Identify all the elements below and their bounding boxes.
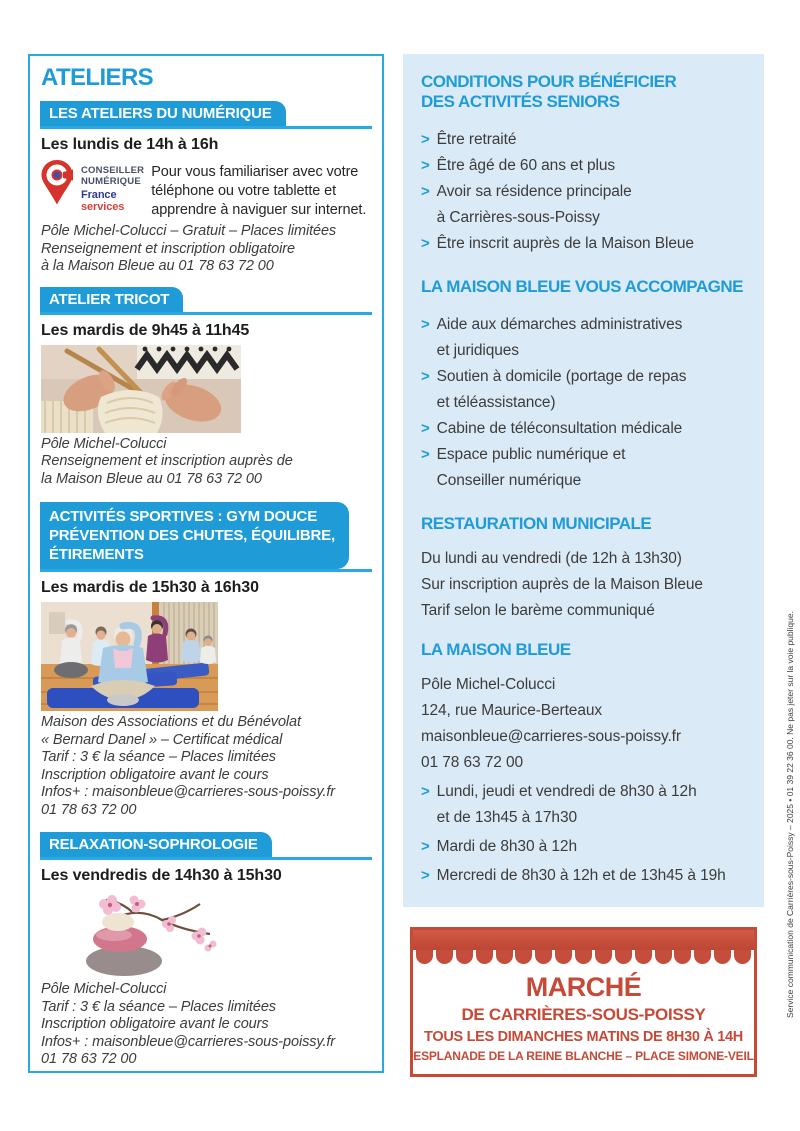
awning-scallops bbox=[413, 950, 754, 964]
market-subtitle: DE CARRIÈRES-SOUS-POISSY bbox=[461, 1005, 706, 1024]
list-item: > Cabine de téléconsultation médicale bbox=[421, 416, 746, 442]
logo-wordmark bbox=[81, 159, 144, 213]
banner-numerique bbox=[40, 101, 372, 129]
logo-line-services: services bbox=[81, 201, 125, 213]
schedule-numerique: Les lundis de 14h à 16h bbox=[41, 136, 219, 153]
accompagne-heading: LA MAISON BLEUE VOUS ACCOMPAGNE bbox=[421, 277, 743, 296]
publication-side-note: Service communication de Carrières-sous-Poissy – 2025 • 01 39 22 36 00. Ne pas jeter sur la voie publique. bbox=[785, 611, 795, 1018]
chevron-icon: > bbox=[421, 867, 430, 884]
maison-bleue-heading: LA MAISON BLEUE bbox=[421, 640, 571, 659]
list-item: > Aide aux démarches administratives et juridiques bbox=[421, 312, 746, 364]
maison-bleue-contact: Pôle Michel-Colucci 124, rue Maurice-Berteaux maisonbleue@carrieres-sous-poissy.fr 01 78 63 72 00 bbox=[421, 672, 746, 776]
gym-photo bbox=[41, 602, 218, 711]
banner-relaxation-label: RELAXATION-SOPHROLOGIE bbox=[40, 832, 272, 857]
tricot-details: Pôle Michel-Colucci Renseignement et inscription auprès de la Maison Bleue au 01 78 63 72 00 bbox=[41, 435, 293, 487]
phone-text: 01 78 63 72 00 bbox=[421, 754, 524, 771]
awning-band bbox=[413, 930, 754, 950]
restauration-heading: RESTAURATION MUNICIPALE bbox=[421, 514, 652, 533]
chevron-icon: > bbox=[421, 157, 430, 174]
banner-relaxation bbox=[40, 832, 372, 860]
chevron-icon: > bbox=[421, 783, 430, 800]
numerique-details: Pôle Michel-Colucci – Gratuit – Places limitées Renseignement et inscription obligatoire à la Maison Bleue au 01 78 63 72 00 bbox=[41, 223, 337, 274]
banner-sport-label: ACTIVITÉS SPORTIVES : GYM DOUCE PRÉVENTION DES CHUTES, ÉQUILIBRE, ÉTIREMENTS bbox=[40, 502, 349, 569]
chevron-icon: > bbox=[421, 420, 430, 437]
chevron-icon: > bbox=[421, 131, 430, 148]
email-text: maisonbleue@carrieres-sous-poissy.fr bbox=[421, 728, 681, 745]
market-location: ESPLANADE DE LA REINE BLANCHE – PLACE SIMONE-VEIL bbox=[413, 1049, 754, 1063]
chevron-icon: > bbox=[421, 446, 430, 463]
market-box bbox=[410, 927, 757, 1077]
banner-sport bbox=[40, 502, 372, 572]
sport-details: Maison des Associations et du Bénévolat « Bernard Danel » – Certificat médical Tarif : 3 € la séance – Places limitées Inscription obligatoire avant le cours Infos+ : maisonbleue@carrieres-sous-poissy.fr 01 78 63 72 00 bbox=[41, 714, 336, 818]
chevron-icon: > bbox=[421, 838, 430, 855]
logo-line: CONSEILLER bbox=[81, 165, 145, 176]
schedule-relaxation: Les vendredis de 14h30 à 15h30 bbox=[41, 867, 282, 884]
list-item: > Espace public numérique et Conseiller numérique bbox=[421, 442, 746, 494]
knitting-photo bbox=[41, 345, 241, 433]
restauration-text: Du lundi au vendredi (de 12h à 13h30) Sur inscription auprès de la Maison Bleue Tarif selon le barème communiqué bbox=[421, 550, 703, 619]
list-item: > Mardi de 8h30 à 12h bbox=[421, 834, 746, 860]
conseiller-numerique-logo bbox=[40, 159, 372, 220]
chevron-icon: > bbox=[421, 183, 430, 200]
banner-numerique-label: LES ATELIERS DU NUMÉRIQUE bbox=[40, 101, 286, 126]
opening-hours-list bbox=[421, 779, 746, 889]
logo-line-france: France bbox=[81, 189, 117, 201]
market-schedule: TOUS LES DIMANCHES MATINS DE 8H30 À 14H bbox=[424, 1029, 743, 1045]
chevron-icon: > bbox=[421, 235, 430, 252]
list-item: > Soutien à domicile (portage de repas et téléassistance) bbox=[421, 364, 746, 416]
schedule-sport: Les mardis de 15h30 à 16h30 bbox=[41, 579, 259, 596]
relaxation-details: Pôle Michel-Colucci Tarif : 3 € la séance – Places limitées Inscription obligatoire avant le cours Infos+ : maisonbleue@carrieres-sous-poissy.fr 01 78 63 72 00 bbox=[41, 981, 336, 1067]
list-item: > Être âgé de 60 ans et plus bbox=[421, 153, 746, 179]
schedule-tricot: Les mardis de 9h45 à 11h45 bbox=[41, 321, 250, 339]
logo-line: NUMÉRIQUE bbox=[81, 176, 141, 187]
list-item: > Mercredi de 8h30 à 12h et de 13h45 à 19h bbox=[421, 863, 746, 889]
numerique-description: Pour vous familiariser avec votre téléphone ou votre tablette et apprendre à naviguer sur internet. bbox=[151, 164, 367, 218]
zen-stones-photo bbox=[62, 890, 227, 978]
banner-tricot-label: ATELIER TRICOT bbox=[40, 287, 183, 312]
conditions-heading: CONDITIONS POUR BÉNÉFICIER DES ACTIVITÉS SENIORS bbox=[421, 72, 677, 111]
location-pin-icon bbox=[40, 159, 74, 206]
chevron-icon: > bbox=[421, 368, 430, 385]
info-panel bbox=[403, 54, 764, 907]
chevron-icon: > bbox=[421, 316, 430, 333]
conditions-list bbox=[421, 127, 746, 257]
list-item: > Être retraité bbox=[421, 127, 746, 153]
list-item: > Avoir sa résidence principale à Carrières-sous-Poissy bbox=[421, 179, 746, 231]
list-item: > Lundi, jeudi et vendredi de 8h30 à 12h et de 13h45 à 17h30 bbox=[421, 779, 746, 831]
banner-tricot bbox=[40, 287, 372, 315]
accompagne-list bbox=[421, 312, 746, 494]
list-item: > Être inscrit auprès de la Maison Bleue bbox=[421, 231, 746, 257]
market-title: MARCHÉ bbox=[525, 972, 642, 1002]
page-title: ATELIERS bbox=[41, 64, 154, 91]
workshops-column bbox=[28, 54, 384, 1073]
